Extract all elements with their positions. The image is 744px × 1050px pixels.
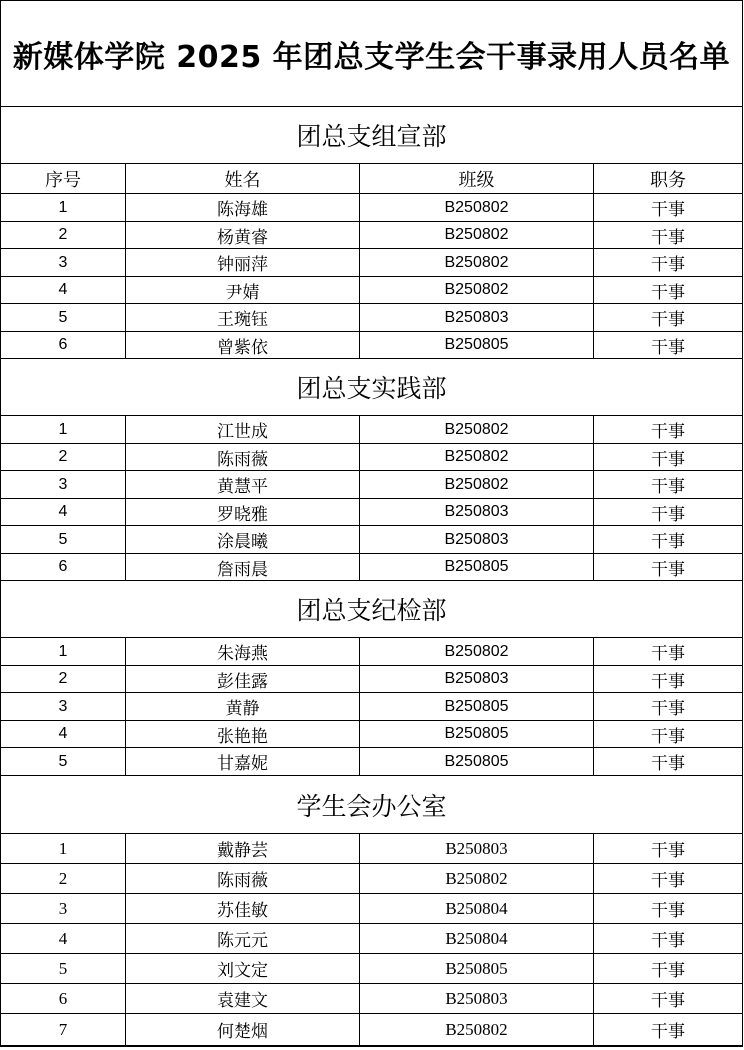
row-index: 3 xyxy=(1,693,126,720)
row-index: 6 xyxy=(1,554,126,580)
header-class: 班级 xyxy=(360,164,594,193)
row-name: 钟丽萍 xyxy=(126,249,360,276)
row-role: 干事 xyxy=(651,841,685,861)
row-index: 2 xyxy=(1,444,126,470)
row-role: 干事 xyxy=(651,871,685,891)
row-class: B250802 xyxy=(360,1014,594,1045)
table-row xyxy=(1,984,742,1014)
row-name: 尹婧 xyxy=(126,277,360,303)
row-role: 干事 xyxy=(651,227,685,248)
row-name: 黄静 xyxy=(126,693,360,720)
row-class: B250802 xyxy=(360,194,594,221)
row-role: 干事 xyxy=(651,726,685,747)
table-row xyxy=(1,834,742,864)
row-index: 1 xyxy=(1,638,126,665)
row-role: 干事 xyxy=(651,337,685,358)
row-name: 陈雨薇 xyxy=(126,444,360,470)
row-role: 干事 xyxy=(651,477,685,497)
row-index: 4 xyxy=(1,277,126,303)
row-class: B250802 xyxy=(360,471,594,498)
row-class: B250804 xyxy=(360,894,594,923)
row-class: B250805 xyxy=(360,721,594,747)
row-class: B250802 xyxy=(360,416,594,443)
row-role: 干事 xyxy=(651,200,685,220)
row-class: B250805 xyxy=(360,748,594,775)
table-row xyxy=(1,499,742,526)
row-index: 6 xyxy=(1,984,126,1013)
row-index: 2 xyxy=(1,222,126,248)
table-row xyxy=(1,304,742,332)
row-class: B250802 xyxy=(360,444,594,470)
row-name: 杨黄睿 xyxy=(126,222,360,248)
table-row xyxy=(1,924,742,954)
table-row xyxy=(1,1014,742,1046)
row-role: 干事 xyxy=(651,991,685,1011)
page-title: 新媒体学院 2025 年团总支学生会干事录用人员名单 xyxy=(1,1,742,107)
row-name: 甘嘉妮 xyxy=(126,748,360,775)
row-role: 干事 xyxy=(651,931,685,951)
section-title: 团总支实践部 xyxy=(1,359,742,416)
table-row xyxy=(1,554,742,581)
row-role: 干事 xyxy=(651,754,685,774)
row-class: B250802 xyxy=(360,638,594,665)
row-role: 干事 xyxy=(651,671,685,692)
row-role: 干事 xyxy=(651,901,685,921)
row-name: 王琬钰 xyxy=(126,304,360,331)
row-name: 朱海燕 xyxy=(126,638,360,665)
row-class: B250803 xyxy=(360,834,594,863)
table-row xyxy=(1,748,742,776)
row-index: 3 xyxy=(1,249,126,276)
row-class: B250802 xyxy=(360,864,594,893)
row-name: 刘文定 xyxy=(126,954,360,983)
row-name: 张艳艳 xyxy=(126,721,360,747)
table-row xyxy=(1,444,742,471)
header-role: 职务 xyxy=(650,169,686,191)
row-class: B250805 xyxy=(360,693,594,720)
row-index: 5 xyxy=(1,304,126,331)
row-role: 干事 xyxy=(651,422,685,442)
row-name: 戴静芸 xyxy=(126,834,360,863)
row-index: 4 xyxy=(1,499,126,525)
row-index: 1 xyxy=(1,416,126,443)
row-class: B250804 xyxy=(360,924,594,953)
table-row xyxy=(1,954,742,984)
row-name: 罗晓雅 xyxy=(126,499,360,525)
row-name: 陈雨薇 xyxy=(126,864,360,893)
row-index: 2 xyxy=(1,666,126,692)
header-name: 姓名 xyxy=(126,164,360,193)
row-index: 5 xyxy=(1,748,126,775)
table-row xyxy=(1,526,742,554)
row-index: 4 xyxy=(1,721,126,747)
row-class: B250803 xyxy=(360,304,594,331)
row-index: 4 xyxy=(1,924,126,953)
row-class: B250805 xyxy=(360,554,594,580)
row-class: B250802 xyxy=(360,249,594,276)
table-row xyxy=(1,471,742,499)
row-index: 6 xyxy=(1,332,126,358)
row-name: 曾紫依 xyxy=(126,332,360,358)
row-class: B250805 xyxy=(360,332,594,358)
row-class: B250802 xyxy=(360,222,594,248)
row-role: 干事 xyxy=(651,1022,685,1042)
row-class: B250805 xyxy=(360,954,594,983)
row-role: 干事 xyxy=(651,282,685,303)
table-row xyxy=(1,638,742,666)
row-index: 5 xyxy=(1,526,126,553)
row-name: 何楚烟 xyxy=(126,1014,360,1045)
section-title: 团总支组宣部 xyxy=(1,107,742,164)
row-class: B250803 xyxy=(360,666,594,692)
table-row xyxy=(1,864,742,894)
row-name: 江世成 xyxy=(126,416,360,443)
table-row xyxy=(1,416,742,444)
table-row xyxy=(1,894,742,924)
table-row xyxy=(1,721,742,748)
row-role: 干事 xyxy=(651,532,685,552)
table-row xyxy=(1,332,742,359)
row-name: 陈元元 xyxy=(126,924,360,953)
table-row xyxy=(1,249,742,277)
row-class: B250802 xyxy=(360,277,594,303)
row-index: 5 xyxy=(1,954,126,983)
row-name: 詹雨晨 xyxy=(126,554,360,580)
row-name: 陈海雄 xyxy=(126,194,360,221)
row-index: 3 xyxy=(1,894,126,923)
section-title: 团总支纪检部 xyxy=(1,581,742,638)
row-role: 干事 xyxy=(651,961,685,981)
row-index: 2 xyxy=(1,864,126,893)
row-index: 1 xyxy=(1,194,126,221)
section-title: 学生会办公室 xyxy=(1,776,742,834)
table-row xyxy=(1,666,742,693)
row-role: 干事 xyxy=(651,310,685,330)
row-name: 彭佳露 xyxy=(126,666,360,692)
row-name: 黄慧平 xyxy=(126,471,360,498)
row-class: B250803 xyxy=(360,499,594,525)
row-class: B250803 xyxy=(360,526,594,553)
row-role: 干事 xyxy=(651,644,685,664)
table-row xyxy=(1,277,742,304)
row-class: B250803 xyxy=(360,984,594,1013)
row-role: 干事 xyxy=(651,559,685,580)
row-role: 干事 xyxy=(651,255,685,275)
row-name: 涂晨曦 xyxy=(126,526,360,553)
table-row xyxy=(1,693,742,721)
table-row xyxy=(1,194,742,222)
row-index: 1 xyxy=(1,834,126,863)
header-index: 序号 xyxy=(1,164,126,193)
row-role: 干事 xyxy=(651,504,685,525)
table-header-row xyxy=(1,164,742,194)
row-name: 袁建文 xyxy=(126,984,360,1013)
row-role: 干事 xyxy=(651,449,685,470)
row-index: 7 xyxy=(1,1014,126,1045)
row-name: 苏佳敏 xyxy=(126,894,360,923)
table-row xyxy=(1,222,742,249)
row-role: 干事 xyxy=(651,699,685,719)
row-index: 3 xyxy=(1,471,126,498)
